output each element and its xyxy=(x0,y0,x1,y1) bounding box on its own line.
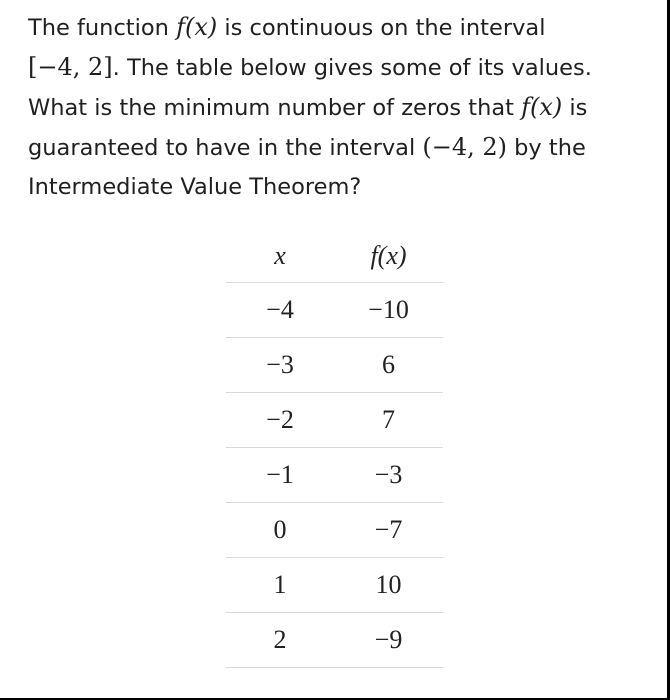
values-table xyxy=(226,230,443,668)
closed-interval: [−4, 2] xyxy=(28,53,113,81)
question-text xyxy=(28,8,648,207)
cell-fx: −3 xyxy=(334,448,443,503)
cell-x: 1 xyxy=(226,558,334,613)
cell-x: 0 xyxy=(226,503,334,558)
question-line-1-suffix: is continuous on the interval xyxy=(217,15,546,41)
table-header-row xyxy=(226,230,443,283)
question-line-4 xyxy=(28,128,648,168)
open-interval: (−4, 2) xyxy=(422,133,507,161)
table-row xyxy=(226,393,443,448)
cell-x: 2 xyxy=(226,613,334,668)
cell-fx: 7 xyxy=(334,393,443,448)
cell-x: −1 xyxy=(226,448,334,503)
cell-fx: 10 xyxy=(334,558,443,613)
cell-x: −3 xyxy=(226,338,334,393)
cell-fx: 6 xyxy=(334,338,443,393)
table-row xyxy=(226,448,443,503)
question-line-4-prefix: guaranteed to have in the interval xyxy=(28,135,423,161)
question-line-1 xyxy=(28,8,648,48)
question-line-3-prefix: What is the minimum number of zeros that xyxy=(28,95,522,121)
column-header-fx: f(x) xyxy=(334,230,443,283)
cell-fx: −9 xyxy=(334,613,443,668)
function-notation: f(x) xyxy=(176,13,218,41)
cell-x: −4 xyxy=(226,283,334,338)
question-line-2-suffix: . The table below gives some of its values. xyxy=(112,55,592,81)
question-line-5: Intermediate Value Theorem? xyxy=(28,174,362,200)
table-row xyxy=(226,503,443,558)
table-row xyxy=(226,283,443,338)
cell-x: −2 xyxy=(226,393,334,448)
question-line-4-suffix: by the xyxy=(506,135,586,161)
question-line-1-prefix: The function xyxy=(28,15,177,41)
question-line-2 xyxy=(28,48,648,88)
function-notation-2: f(x) xyxy=(521,93,563,121)
cell-fx: −7 xyxy=(334,503,443,558)
table-row xyxy=(226,558,443,613)
column-header-x: x xyxy=(226,230,334,283)
cell-fx: −10 xyxy=(334,283,443,338)
table-row xyxy=(226,613,443,668)
question-line-3 xyxy=(28,88,648,128)
question-line-3-suffix: is xyxy=(562,95,588,121)
table-row xyxy=(226,338,443,393)
